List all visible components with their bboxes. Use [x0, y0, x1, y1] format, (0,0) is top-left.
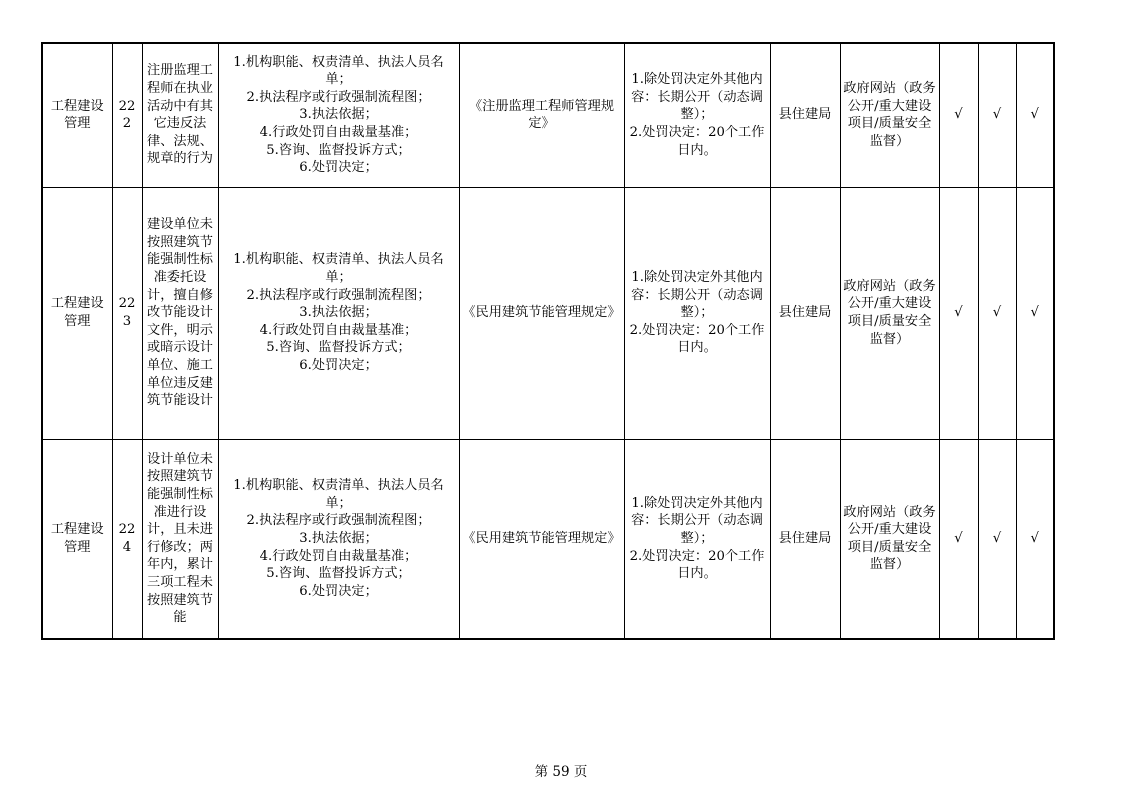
content-line: 2.执法程序或行政强制流程图；: [246, 287, 431, 303]
content-line: 2.执法程序或行政强制流程图；: [246, 513, 431, 529]
channel-cell: 政府网站（政务公开/重大建设项目/质量安全监督）: [840, 187, 939, 439]
content-line: 3.执法依据；: [299, 107, 378, 123]
content-line: 1.机构职能、权责清单、执法人员名单；: [233, 478, 444, 511]
table-row: [42, 43, 1054, 187]
agency-cell: 县住建局: [770, 439, 840, 639]
content-line: 4.行政处罚自由裁量基准；: [259, 322, 418, 338]
content-cell: [218, 187, 459, 439]
content-line: 5.咨询、监督投诉方式；: [266, 566, 411, 582]
content-line: 1.机构职能、权责清单、执法人员名单；: [233, 252, 444, 286]
item-cell: 建设单位未按照建筑节能强制性标准委托设计，擅自修改节能设计文件，明示或暗示设计单位、施工单位违反建筑节能设计: [142, 187, 218, 439]
category-cell: 工程建设管理: [42, 439, 112, 639]
timeframe-cell: [624, 439, 770, 639]
number-cell: 224: [112, 439, 142, 639]
page-number: 第 59 页: [534, 764, 588, 780]
content-cell: [218, 43, 459, 187]
content-line: 3.执法依据；: [299, 530, 378, 546]
check-cell: √: [1016, 439, 1054, 639]
check-cell: √: [1016, 187, 1054, 439]
check-cell: √: [939, 439, 978, 639]
disclosure-table: [41, 42, 1055, 640]
channel-cell: 政府网站（政务公开/重大建设项目/质量安全监督）: [840, 439, 939, 639]
agency-cell: 县住建局: [770, 43, 840, 187]
check-cell: √: [939, 187, 978, 439]
timeframe-line: 2.处罚决定：20个工作日内。: [629, 322, 765, 356]
agency-cell: 县住建局: [770, 187, 840, 439]
number-cell: 223: [112, 187, 142, 439]
timeframe-line: 2.处罚决定：20个工作日内。: [629, 548, 765, 582]
table-row: [42, 187, 1054, 439]
check-cell: √: [978, 187, 1016, 439]
content-line: 6.处罚决定；: [299, 160, 378, 176]
timeframe-cell: [624, 43, 770, 187]
item-cell: 设计单位未按照建筑节能强制性标准进行设计，且未进行修改；两年内，累计三项工程未按照建筑节能: [142, 439, 218, 639]
content-line: 6.处罚决定；: [299, 357, 378, 373]
timeframe-line: 1.除处罚决定外其他内容：长期公开（动态调整）；: [631, 495, 763, 546]
check-cell: √: [978, 43, 1016, 187]
content-line: 1.机构职能、权责清单、执法人员名单；: [233, 54, 444, 88]
content-line: 5.咨询、监督投诉方式；: [266, 340, 411, 356]
content-line: 4.行政处罚自由裁量基准；: [259, 548, 418, 564]
basis-cell: 《民用建筑节能管理规定》: [459, 439, 624, 639]
timeframe-line: 2.处罚决定：20个工作日内。: [629, 125, 765, 158]
item-cell: 注册监理工程师在执业活动中有其它违反法律、法规、规章的行为: [142, 43, 218, 187]
channel-cell: 政府网站（政务公开/重大建设项目/质量安全监督）: [840, 43, 939, 187]
basis-cell: 《民用建筑节能管理规定》: [459, 187, 624, 439]
content-cell: [218, 439, 459, 639]
basis-cell: 《注册监理工程师管理规定》: [459, 43, 624, 187]
category-cell: 工程建设管理: [42, 187, 112, 439]
category-cell: 工程建设管理: [42, 43, 112, 187]
number-cell: 222: [112, 43, 142, 187]
check-cell: √: [1016, 43, 1054, 187]
content-line: 4.行政处罚自由裁量基准；: [259, 125, 418, 141]
timeframe-cell: [624, 187, 770, 439]
content-line: 2.执法程序或行政强制流程图；: [246, 89, 431, 105]
check-cell: √: [939, 43, 978, 187]
timeframe-line: 1.除处罚决定外其他内容：长期公开（动态调整）；: [631, 72, 763, 123]
timeframe-line: 1.除处罚决定外其他内容：长期公开（动态调整）；: [631, 270, 763, 321]
content-line: 6.处罚决定；: [299, 583, 378, 599]
content-line: 5.咨询、监督投诉方式；: [266, 142, 411, 158]
content-line: 3.执法依据；: [299, 305, 378, 321]
table-row: [42, 439, 1054, 639]
check-cell: √: [978, 439, 1016, 639]
